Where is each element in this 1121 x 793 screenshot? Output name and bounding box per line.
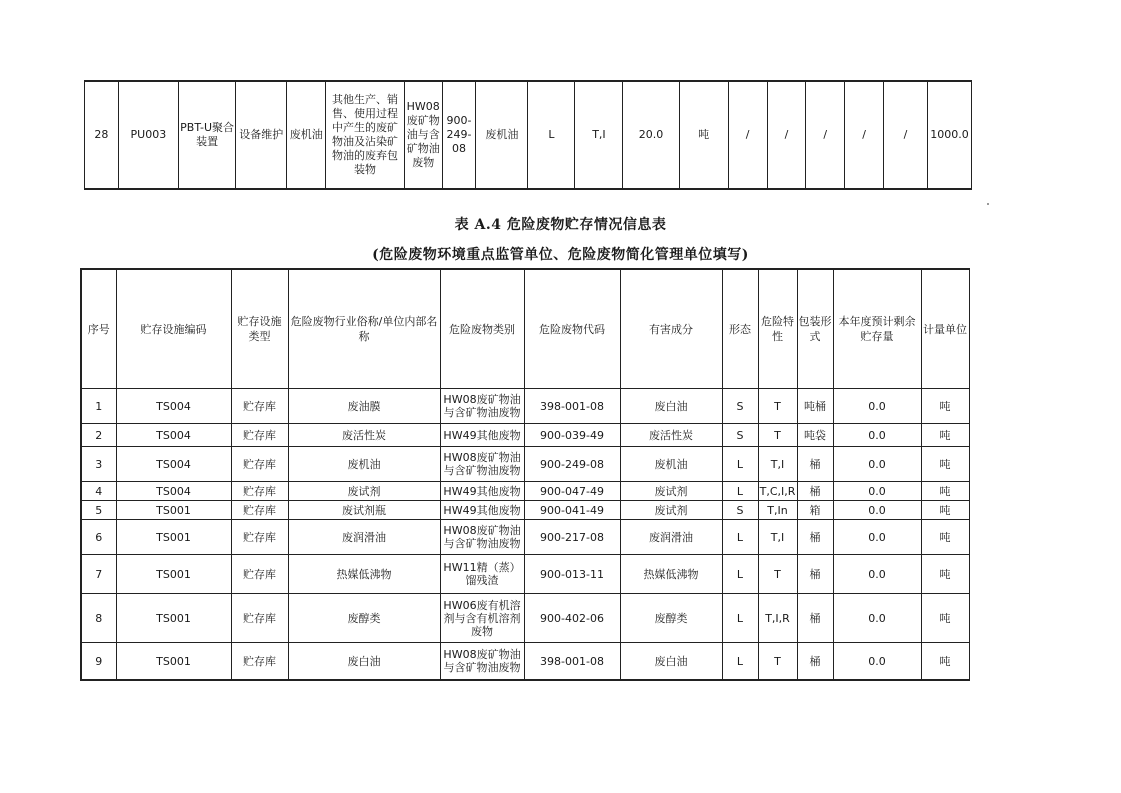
cell-waste-name: 废醇类	[288, 594, 440, 643]
cell-code: 900-217-08	[524, 520, 620, 555]
cell-s1: /	[728, 81, 767, 189]
table-row	[81, 501, 969, 520]
cell-hazard: T,In	[758, 501, 797, 520]
cell-no: 28	[85, 81, 119, 189]
cell-component: 废试剂	[620, 501, 722, 520]
header-facility-type: 贮存设施类型	[231, 269, 288, 389]
cell-package: 吨袋	[797, 424, 833, 447]
cell-code: 900-402-06	[524, 594, 620, 643]
cell-form: L	[528, 81, 575, 189]
cell-facility-code: TS004	[116, 482, 231, 501]
cell-no: 8	[81, 594, 116, 643]
table-row	[81, 447, 969, 482]
cell-category: HW08废矿物油与含矿物油废物	[440, 520, 524, 555]
cell-facility-type: 贮存库	[231, 447, 288, 482]
cell-code: 900-039-49	[524, 424, 620, 447]
cell-category: HW11精（蒸）馏残渣	[440, 555, 524, 594]
cell-no: 2	[81, 424, 116, 447]
cell-form: S	[722, 424, 758, 447]
table-body	[81, 389, 969, 681]
cell-category: HW49其他废物	[440, 501, 524, 520]
cell-no: 7	[81, 555, 116, 594]
cell-hazard: T	[758, 643, 797, 681]
table-row	[81, 594, 969, 643]
cell-name2: 废机油	[476, 81, 528, 189]
cell-facility-type: 贮存库	[231, 482, 288, 501]
cell-category: HW06废有机溶剂与含有机溶剂废物	[440, 594, 524, 643]
cell-no: 9	[81, 643, 116, 681]
cell-s2: /	[767, 81, 806, 189]
cell-component: 废醇类	[620, 594, 722, 643]
cell-facility-type: 贮存库	[231, 389, 288, 424]
cell-package: 箱	[797, 501, 833, 520]
cell-waste-name: 热媒低沸物	[288, 555, 440, 594]
cell-component: 热媒低沸物	[620, 555, 722, 594]
scan-speck	[987, 203, 989, 205]
table-title: 表 A.4 危险废物贮存情况信息表	[454, 217, 667, 233]
table-row	[85, 81, 972, 189]
cell-facility-type: 贮存库	[231, 520, 288, 555]
cell-form: L	[722, 555, 758, 594]
cell-source: 其他生产、销售、使用过程中产生的废矿物油及沾染矿物油的废弃包装物	[326, 81, 405, 189]
cell-s5: /	[884, 81, 928, 189]
cell-code: 900-041-49	[524, 501, 620, 520]
cell-waste-name: 废机油	[288, 447, 440, 482]
cell-waste-name: 废机油	[287, 81, 326, 189]
cell-facility-type: 贮存库	[231, 594, 288, 643]
cell-hazard: T	[758, 555, 797, 594]
cell-stock: 0.0	[833, 555, 921, 594]
cell-stock: 0.0	[833, 447, 921, 482]
cell-form: L	[722, 594, 758, 643]
cell-component: 废润滑油	[620, 520, 722, 555]
cell-category: HW08废矿物油与含矿物油废物	[440, 447, 524, 482]
cell-unit: 吨	[921, 501, 969, 520]
cell-unit: 吨	[921, 389, 969, 424]
storage-info-table	[80, 268, 970, 681]
cell-component: 废机油	[620, 447, 722, 482]
cell-hazard: T,I	[758, 520, 797, 555]
cell-stock: 0.0	[833, 424, 921, 447]
cell-component: 废白油	[620, 643, 722, 681]
cell-hazard: T	[758, 389, 797, 424]
cell-no: 3	[81, 447, 116, 482]
cell-stock: 0.0	[833, 643, 921, 681]
cell-waste-name: 废活性炭	[288, 424, 440, 447]
cell-category: HW08废矿物油与含矿物油废物	[404, 81, 442, 189]
table-row	[81, 520, 969, 555]
cell-category: HW08废矿物油与含矿物油废物	[440, 643, 524, 681]
previous-table-fragment	[84, 80, 972, 190]
cell-code: 900-013-11	[524, 555, 620, 594]
cell-no: 4	[81, 482, 116, 501]
cell-s3: /	[806, 81, 845, 189]
header-stock: 本年度预计剩余贮存量	[833, 269, 921, 389]
cell-stock: 0.0	[833, 501, 921, 520]
cell-s4: /	[845, 81, 884, 189]
table-row	[81, 643, 969, 681]
cell-package: 桶	[797, 482, 833, 501]
cell-package: 桶	[797, 447, 833, 482]
cell-unit: 吨	[921, 555, 969, 594]
cell-form: L	[722, 447, 758, 482]
cell-unit: 吨	[921, 594, 969, 643]
cell-stock: 0.0	[833, 482, 921, 501]
cell-component: 废试剂	[620, 482, 722, 501]
header-hazard: 危险特性	[758, 269, 797, 389]
cell-hazard: T	[758, 424, 797, 447]
header-unit: 计量单位	[921, 269, 969, 389]
cell-form: S	[722, 501, 758, 520]
table-row	[81, 482, 969, 501]
cell-no: 6	[81, 520, 116, 555]
header-category: 危险废物类别	[440, 269, 524, 389]
cell-hazard: T,C,I,R	[758, 482, 797, 501]
cell-code: PU003	[118, 81, 178, 189]
cell-waste-name: 废试剂瓶	[288, 501, 440, 520]
cell-code: 398-001-08	[524, 643, 620, 681]
header-form: 形态	[722, 269, 758, 389]
cell-facility-type: 贮存库	[231, 555, 288, 594]
cell-waste-name: 废试剂	[288, 482, 440, 501]
cell-facility-type: 贮存库	[231, 643, 288, 681]
cell-category: HW08废矿物油与含矿物油废物	[440, 389, 524, 424]
header-facility-code: 贮存设施编码	[116, 269, 231, 389]
table-row	[81, 389, 969, 424]
cell-unit: 吨	[679, 81, 728, 189]
cell-unit: 吨	[921, 643, 969, 681]
cell-facility-type: 贮存库	[231, 424, 288, 447]
cell-amount: 20.0	[623, 81, 679, 189]
cell-facility-type: 贮存库	[231, 501, 288, 520]
cell-unit: 吨	[921, 482, 969, 501]
header-row	[81, 269, 969, 389]
table-subtitle: (危险废物环境重点监管单位、危险废物简化管理单位填写)	[372, 247, 749, 263]
cell-form: L	[722, 643, 758, 681]
cell-last: 1000.0	[927, 81, 971, 189]
cell-facility: PBT-U聚合装置	[179, 81, 236, 189]
cell-facility-code: TS004	[116, 424, 231, 447]
cell-package: 吨桶	[797, 389, 833, 424]
cell-hazard: T,I	[758, 447, 797, 482]
cell-component: 废活性炭	[620, 424, 722, 447]
cell-stock: 0.0	[833, 594, 921, 643]
cell-hazard: T,I	[575, 81, 623, 189]
cell-unit: 吨	[921, 424, 969, 447]
cell-unit: 吨	[921, 520, 969, 555]
cell-waste-name: 废油膜	[288, 389, 440, 424]
cell-category: HW49其他废物	[440, 482, 524, 501]
cell-package: 桶	[797, 643, 833, 681]
cell-code: 900-047-49	[524, 482, 620, 501]
cell-form: L	[722, 520, 758, 555]
cell-form: L	[722, 482, 758, 501]
cell-form: S	[722, 389, 758, 424]
cell-facility-code: TS001	[116, 594, 231, 643]
header-component: 有害成分	[620, 269, 722, 389]
cell-code: 398-001-08	[524, 389, 620, 424]
cell-waste-name: 废润滑油	[288, 520, 440, 555]
header-package: 包装形式	[797, 269, 833, 389]
cell-hazard: T,I,R	[758, 594, 797, 643]
cell-no: 5	[81, 501, 116, 520]
cell-unit: 吨	[921, 447, 969, 482]
cell-facility-code: TS004	[116, 389, 231, 424]
cell-waste-name: 废白油	[288, 643, 440, 681]
cell-no: 1	[81, 389, 116, 424]
cell-category: HW49其他废物	[440, 424, 524, 447]
cell-facility-code: TS004	[116, 447, 231, 482]
header-code: 危险废物代码	[524, 269, 620, 389]
cell-package: 桶	[797, 555, 833, 594]
header-waste-name: 危险废物行业俗称/单位内部名称	[288, 269, 440, 389]
cell-component: 废白油	[620, 389, 722, 424]
cell-code2: 900-249-08	[442, 81, 476, 189]
cell-stock: 0.0	[833, 389, 921, 424]
cell-facility-code: TS001	[116, 501, 231, 520]
header-no: 序号	[81, 269, 116, 389]
cell-package: 桶	[797, 520, 833, 555]
cell-process: 设备维护	[236, 81, 287, 189]
table-row	[81, 424, 969, 447]
table-row	[81, 555, 969, 594]
cell-code: 900-249-08	[524, 447, 620, 482]
cell-package: 桶	[797, 594, 833, 643]
cell-facility-code: TS001	[116, 643, 231, 681]
cell-facility-code: TS001	[116, 520, 231, 555]
cell-stock: 0.0	[833, 520, 921, 555]
cell-facility-code: TS001	[116, 555, 231, 594]
